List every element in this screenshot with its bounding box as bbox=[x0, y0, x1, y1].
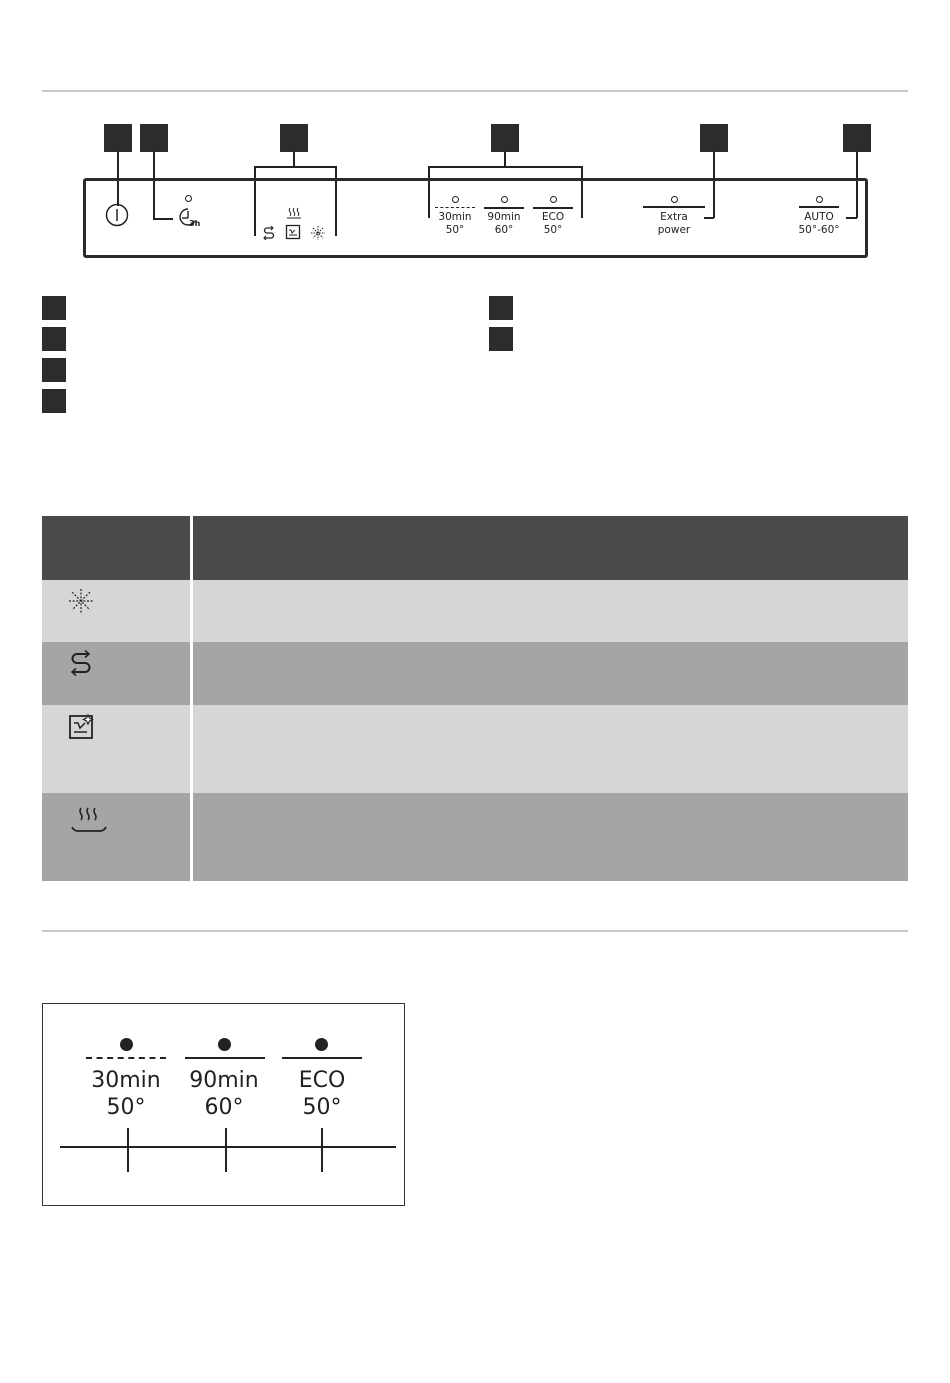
delay-label: 3h bbox=[189, 219, 201, 228]
table-row-description bbox=[192, 642, 909, 705]
indicators-table bbox=[42, 516, 908, 881]
rinse-aid-icon bbox=[262, 226, 276, 240]
table-row-description bbox=[192, 705, 909, 793]
programme-eco-light bbox=[550, 196, 557, 203]
table-header-row bbox=[42, 516, 908, 580]
detail-eco-name: ECO bbox=[298, 1068, 346, 1093]
programme-eco-name: ECO bbox=[541, 211, 565, 223]
detail-30min-temp: 50° bbox=[106, 1095, 146, 1120]
top-rule bbox=[42, 90, 908, 92]
drying-icon bbox=[70, 807, 108, 835]
salt-icon bbox=[68, 588, 94, 614]
extra-power-light bbox=[671, 196, 678, 203]
detail-30min-light bbox=[120, 1038, 133, 1051]
detail-30min-line bbox=[86, 1057, 166, 1059]
auto-light bbox=[816, 196, 823, 203]
detail-30min-name: 30min bbox=[91, 1068, 161, 1093]
extra-power-label-2: power bbox=[657, 224, 691, 236]
section-rule bbox=[42, 930, 908, 932]
machine-care-icon bbox=[68, 713, 96, 741]
table-row bbox=[42, 705, 908, 793]
legend-marker-4 bbox=[42, 389, 66, 413]
on-off-icon[interactable] bbox=[104, 202, 130, 228]
programme-30min-line bbox=[435, 207, 475, 208]
programme-90min-line bbox=[484, 207, 524, 209]
programme-90min-light bbox=[501, 196, 508, 203]
extra-power-label-1: Extra bbox=[660, 211, 688, 223]
detail-baseline bbox=[60, 1146, 396, 1148]
salt-icon bbox=[310, 225, 326, 241]
programme-30min-light bbox=[452, 196, 459, 203]
programme-eco-temp: 50° bbox=[543, 224, 563, 236]
delay-indicator-light bbox=[185, 195, 192, 202]
detail-90min-light bbox=[218, 1038, 231, 1051]
callout-marker-4 bbox=[491, 124, 519, 152]
detail-tick-2 bbox=[225, 1128, 227, 1172]
callout-marker-3 bbox=[280, 124, 308, 152]
programme-30min-temp: 50° bbox=[445, 224, 465, 236]
legend-marker-1 bbox=[42, 296, 66, 320]
table-row-description bbox=[192, 793, 909, 881]
machine-care-icon bbox=[285, 224, 301, 240]
legend-marker-2 bbox=[42, 327, 66, 351]
callout-marker-6 bbox=[843, 124, 871, 152]
legend-marker-3 bbox=[42, 358, 66, 382]
callout-marker-1 bbox=[104, 124, 132, 152]
programme-30min-name: 30min bbox=[438, 211, 472, 223]
table-row-description bbox=[192, 580, 909, 642]
programme-90min-temp: 60° bbox=[494, 224, 514, 236]
auto-label-2: 50°-60° bbox=[798, 224, 840, 236]
table-header-description bbox=[192, 516, 909, 580]
detail-90min-line bbox=[185, 1057, 265, 1059]
leader-line-3 bbox=[293, 151, 295, 167]
leader-line-4 bbox=[504, 151, 506, 167]
table-row bbox=[42, 793, 908, 881]
detail-eco-line bbox=[282, 1057, 362, 1059]
table-header-indicator bbox=[42, 516, 192, 580]
table-row bbox=[42, 580, 908, 642]
detail-90min-temp: 60° bbox=[204, 1095, 244, 1120]
detail-eco-light bbox=[315, 1038, 328, 1051]
detail-tick-3 bbox=[321, 1128, 323, 1172]
detail-tick-1 bbox=[127, 1128, 129, 1172]
legend-marker-5 bbox=[489, 296, 513, 320]
detail-90min-name: 90min bbox=[189, 1068, 259, 1093]
table-row bbox=[42, 642, 908, 705]
programme-90min-name: 90min bbox=[487, 211, 521, 223]
callout-marker-2 bbox=[140, 124, 168, 152]
programme-eco-line bbox=[533, 207, 573, 209]
callout-marker-5 bbox=[700, 124, 728, 152]
drying-icon bbox=[285, 207, 303, 219]
auto-label-1: AUTO bbox=[804, 211, 834, 223]
legend-marker-6 bbox=[489, 327, 513, 351]
rinse-aid-icon bbox=[68, 650, 94, 676]
detail-eco-temp: 50° bbox=[302, 1095, 342, 1120]
